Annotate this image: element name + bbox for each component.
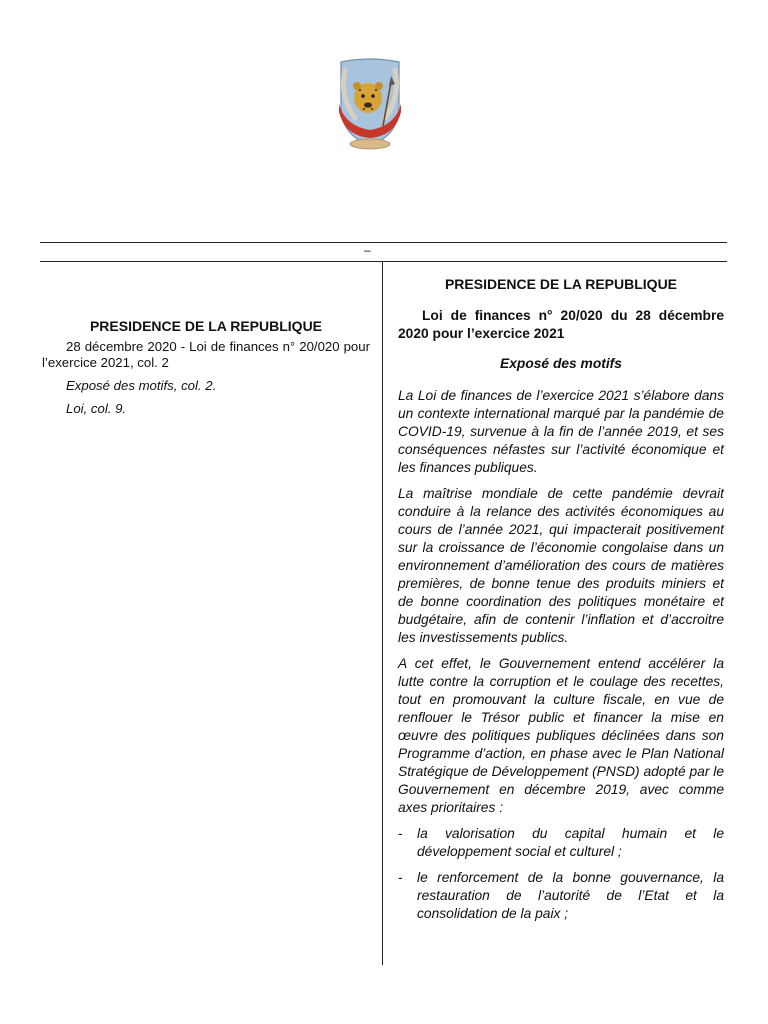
bullet-dash: - xyxy=(398,870,403,885)
paragraph-context: La Loi de finances de l’exercice 2021 s’élabore dans un contexte international marqué par la pandémie de COVID-19, survenue à la fin de l’année 2019, et ses conséquences néfastes sur l’activité économique et les finances publiques. xyxy=(398,388,724,475)
section-title-expose-motifs: Exposé des motifs xyxy=(500,356,622,371)
left-column-summary xyxy=(42,318,370,424)
list-item xyxy=(398,825,724,861)
list-item-text: le renforcement de la bonne gouvernance, la restauration de l’autorité de l’Etat et la consolidation de la paix ; xyxy=(417,870,724,921)
left-heading: PRESIDENCE DE LA REPUBLIQUE xyxy=(89,318,323,334)
bullet-dash: - xyxy=(398,826,403,841)
priority-axes-list xyxy=(398,825,724,923)
right-column-law-text xyxy=(398,275,724,931)
ref-expose-motifs: Exposé des motifs, col. 2. xyxy=(66,378,217,393)
summary-entry: 28 décembre 2020 - Loi de finances n° 20/020 pour l’exercice 2021, col. 2 xyxy=(42,339,370,370)
header-rule-bottom xyxy=(40,261,727,262)
column-divider xyxy=(382,261,383,965)
law-title: Loi de finances n° 20/020 du 28 décembre 2020 pour l’exercice 2021 xyxy=(398,308,724,341)
coat-of-arms-emblem xyxy=(333,56,407,152)
ref-loi: Loi, col. 9. xyxy=(66,401,127,416)
list-item xyxy=(398,869,724,923)
paragraph-gouvernement: A cet effet, le Gouvernement entend accélérer la lutte contre la corruption et le coulage des recettes, tout en promouvant la culture fiscale, en vue de renflouer le Trésor public et financer la mise en œuvre des politiques publiques déclinées dans son Programme d’action, en phase avec le Plan National Stratégique de Développement (PNSD) adopté par le Gouvernement en décembre 2019, avec comme axes prioritaires : xyxy=(398,656,724,815)
right-heading: PRESIDENCE DE LA REPUBLIQUE xyxy=(444,276,678,292)
paragraph-relance: La maîtrise mondiale de cette pandémie devrait conduire à la relance des activités économiques au cours de l’année 2021, qui impacterait positivement sur la croissance de l’économie congolaise dans un environnement d’amélioration des cours de matières premières, de bonne tenue des produits miniers et de bonne coordination des politiques monétaire et budgétaire, afin de contenir l’inflation et d’accroitre les investissements publics. xyxy=(398,486,724,645)
header-separator-dash: – xyxy=(364,243,371,257)
header-rule-top xyxy=(40,242,727,243)
list-item-text: la valorisation du capital humain et le développement social et culturel ; xyxy=(417,826,724,859)
